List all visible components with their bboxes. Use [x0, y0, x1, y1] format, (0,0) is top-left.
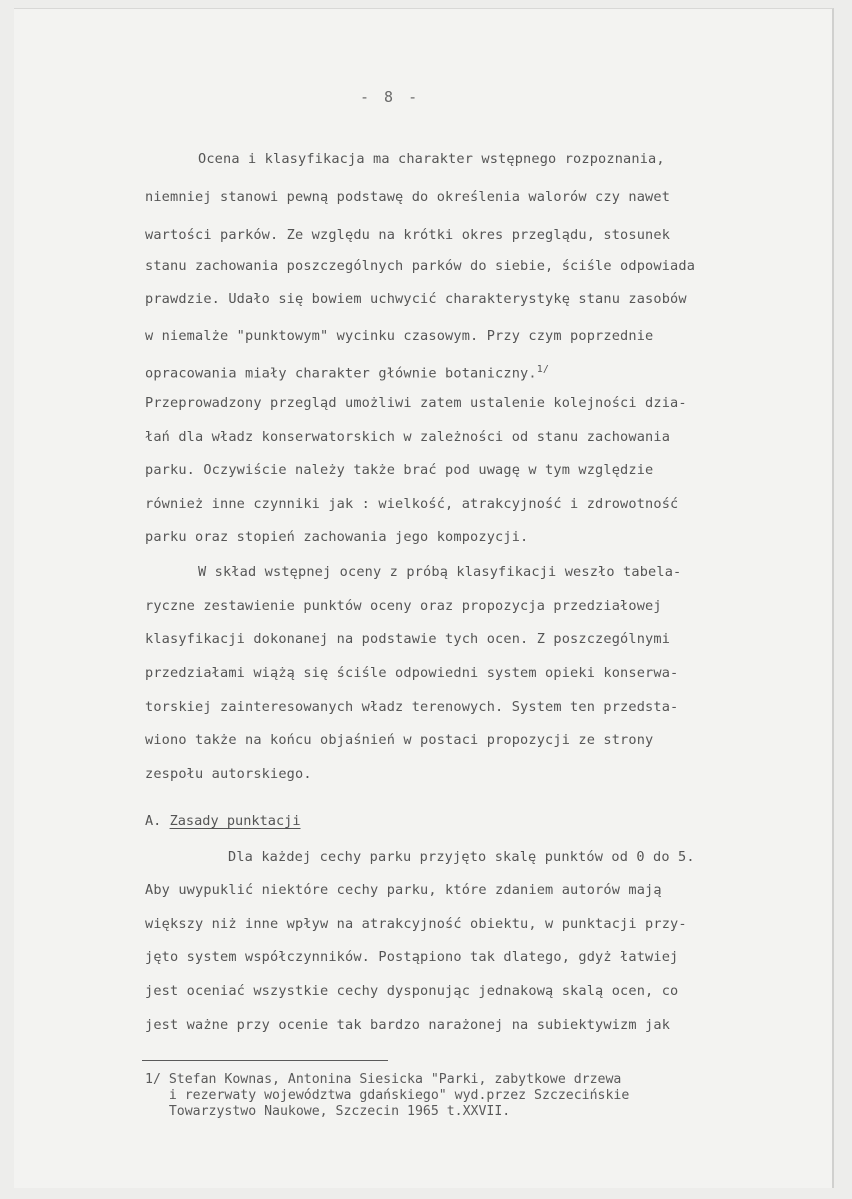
- body-line: niemniej stanowi pewną podstawę do określenia walorów czy nawet: [145, 189, 671, 205]
- body-line: parku oraz stopień zachowania jego kompozycji.: [145, 529, 529, 545]
- body-line: stanu zachowania poszczególnych parków do siebie, ściśle odpowiada: [145, 258, 696, 274]
- section-line: Dla każdej cechy parku przyjęto skalę punktów od 0 do 5.: [228, 849, 695, 865]
- body-line: [145, 361, 549, 383]
- body-line: wiono także na końcu objaśnień w postaci propozycji ze strony: [145, 732, 654, 748]
- section-line: Aby uwypuklić niektóre cechy parku, które zdaniem autorów mają: [145, 882, 662, 898]
- body-line: parku. Oczywiście należy także brać pod uwagę w tym względzie: [145, 462, 654, 478]
- section-heading: [145, 812, 301, 830]
- body-line: ryczne zestawienie punktów oceny oraz propozycja przedziałowej: [145, 598, 662, 614]
- body-line-text: opracowania miały charakter głównie botaniczny.: [145, 365, 537, 382]
- section-prefix: A.: [145, 813, 162, 829]
- footnote-line: Towarzystwo Naukowe, Szczecin 1965 t.XXVII.: [145, 1104, 511, 1119]
- page-number: - 8 -: [360, 88, 421, 106]
- footnote-line: 1/ Stefan Kownas, Antonina Siesicka "Parki, zabytkowe drzewa: [145, 1072, 622, 1087]
- section-line: jest oceniać wszystkie cechy dysponując jednakową skalą ocen, co: [145, 983, 679, 999]
- body-line: klasyfikacji dokonanej na podstawie tych ocen. Z poszczególnymi: [145, 631, 671, 647]
- footnote-line: i rezerwaty województwa gdańskiego" wyd.przez Szczecińskie: [145, 1088, 630, 1103]
- section-line: większy niż inne wpływ na atrakcyjność obiektu, w punktacji przy-: [145, 916, 687, 932]
- body-line: w niemalże "punktowym" wycinku czasowym. Przy czym poprzednie: [145, 328, 654, 344]
- body-line: wartości parków. Ze względu na krótki okres przeglądu, stosunek: [145, 227, 671, 243]
- section-title: Zasady punktacji: [169, 813, 301, 829]
- body-line: łań dla władz konserwatorskich w zależności od stanu zachowania: [145, 429, 671, 445]
- body-line: Ocena i klasyfikacja ma charakter wstępnego rozpoznania,: [198, 151, 665, 167]
- body-line: prawdzie. Udało się bowiem uchwycić charakterystykę stanu zasobów: [145, 291, 687, 307]
- footnote-divider: [142, 1060, 388, 1061]
- body-line: torskiej zainteresowanych władz terenowych. System ten przedsta-: [145, 699, 679, 715]
- section-line: jęto system współczynników. Postąpiono tak dlatego, gdyż łatwiej: [145, 949, 679, 965]
- body-line: Przeprowadzony przegląd umożliwi zatem ustalenie kolejności dzia-: [145, 395, 687, 411]
- footnote-reference: 1/: [536, 364, 550, 375]
- body-line: również inne czynniki jak : wielkość, atrakcyjność i zdrowotność: [145, 496, 679, 512]
- body-line: zespołu autorskiego.: [145, 766, 312, 782]
- body-line: W skład wstępnej oceny z próbą klasyfikacji weszło tabela-: [198, 564, 682, 580]
- section-line: jest ważne przy ocenie tak bardzo narażonej na subiektywizm jak: [145, 1017, 671, 1033]
- body-line: przedziałami wiążą się ściśle odpowiedni system opieki konserwa-: [145, 665, 679, 681]
